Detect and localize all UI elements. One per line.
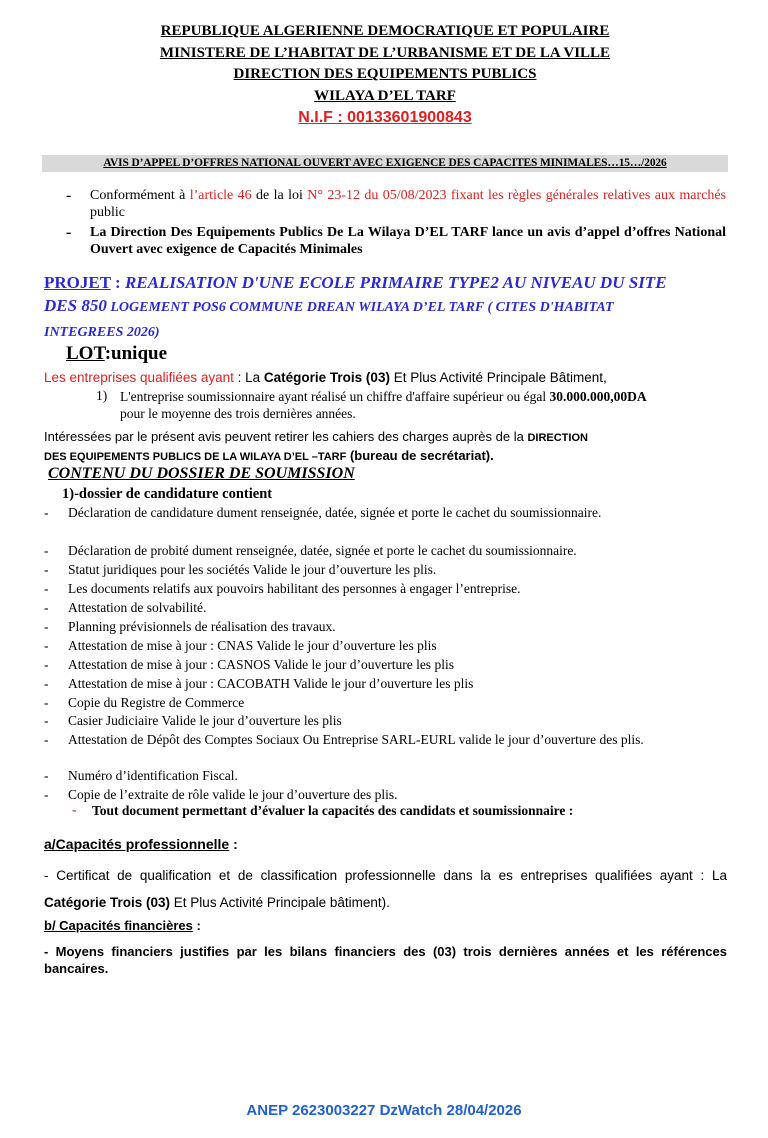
avis-title-bar: AVIS D’APPEL D’OFFRES NATIONAL OUVERT AVEC EXIGENCE DES CAPACITES MINIMALES…15…/2026 [42,155,728,172]
intro-bullet-1: Conformément à l’article 46 de la loi N° 23-12 du 05/08/2023 fixant les règles générales relatives aux marchés public [90,188,726,220]
document-page: REPUBLIQUE ALGERIENNE DEMOCRATIQUE ET POPULAIRE MINISTERE DE L’HABITAT DE L’URBANISME ET DE LA VILLE DIRECTION DES EQUIPEMENTS PUBLICS WILAYA D’EL TARF N.I.F : 00133601900843 AVIS D’APPEL D’OFFRES NATIONAL OUVERT AVEC EXIGENCE DES CAPACITES MINIMALES…15…/2026 - Conformément à l’article 46 de la loi N° 23-12 du 05/08/2023 fixant les règles générales relatives aux marchés public - La Direction Des Equipements Publics De La Wilaya D’EL TARF lance un avis d’appel d’offres National Ouvert avec exigence de Capacités Minimales PROJET : REALISATION D'UNE ECOLE PRIMAIRE TYPE2 AU NIVEAU DU SITE DES 850 LOGEMENT POS6 COMMUNE DREAN WILAYA D’EL TARF ( CITES D'HABITAT INTEGREES 2026) LOT:unique Les entreprises qualifiées ayant : La Catégorie Trois (03) Et Plus Activité Principale Bâtiment, 1) L'entreprise soumissionnaire ayant réalisé un chiffre d'affaire supérieur ou égal 30.000.000,00DA pour le moyenne des trois dernières années. Intéressées par le présent avis peuvent retirer les cahiers des charges auprès de la DIRECTION DES EQUIPEMENTS PUBLICS DE LA WILAYA D’EL –TARF (bureau de secrétariat). CONTENU DU DOSSIER DE SOUMISSION 1)-dossier de candidature contient - Déclaration de candidature dument renseignée, datée, signée et porte le cachet du soumissionnaire. - Déclaration de probité dument renseignée, datée, signée et porte le cachet du soumissionnaire. - Statut juridiques pour les sociétés Valide le jour d’ouverture les plis. - Les documents relatifs aux pouvoirs habilitant des personnes à engager l’entreprise. - Attestation de solvabilité. - Planning prévisionnels de réalisation des travaux. - Attestation de mise à jour : CNAS Valide le jour d’ouverture les plis - Attestation de mise à jour : CASNOS Valide le jour d’ouverture les plis - Attestation de mise à jour : CACOBATH Valide le jour d’ouverture les plis - Copie du Registre de Commerce - Casier Judiciaire Valide le jour d’ouverture les plis - Attestation de Dépôt des Comptes Sociaux Ou Entreprise SARL-EURL valide le jour d’ouverture des plis. - Numéro d’identification Fiscal. - Copie de l’extraite de rôle valide le jour d’ouverture des plis. - Tout document permettant d’évaluer la capacités des candidats et soumissionnaire : a/Capacités professionnelle : - Certificat de qualification et de classification professionnelle dans la es entreprises qualifiées ayant : La Catégorie Trois (03) Et Plus Activité Principale bâtiment). b/ Capacités financières : - Moyens financiers justifies par les bilans financiers des (03) trois dernières années et les références bancaires. ANEP 2623003227 DzWatch 28/04/2026 [0,0,768,1138]
lot-label: LOT:unique [66,343,168,364]
tout-document-line: Tout document permettant d’évaluer la capacités des candidats et soumissionnaire : [92,803,574,818]
header-line-wilaya: WILAYA D’EL TARF [314,88,456,104]
bullet-dash: - [66,187,72,204]
contenu-title: CONTENU DU DOSSIER DE SOUMISSION [48,465,355,482]
list-item: - Attestation de Dépôt des Comptes Sociaux Ou Entreprise SARL-EURL valide le jour d’ouverture des plis. [44,732,644,747]
qualif-item-number: 1) [96,388,108,403]
header-line-direction: DIRECTION DES EQUIPEMENTS PUBLICS [233,66,537,82]
footer-reference: ANEP 2623003227 DzWatch 28/04/2026 [246,1102,522,1119]
cap-fin-text: - Moyens financiers justifies par les bilans financiers des (03) trois dernières années et les références bancaires. [44,944,727,976]
bullet-dash: - [72,803,77,818]
intro-bullet-2: La Direction Des Equipements Publics De La Wilaya D’EL TARF lance un avis d’appel d’offres National Ouvert avec exigence de Capacités Minimales [90,225,726,257]
qualif-line: Les entreprises qualifiées ayant : La Catégorie Trois (03) Et Plus Activité Principale Bâtiment, [44,370,607,385]
header-line-ministere: MINISTERE DE L’HABITAT DE L’URBANISME ET DE LA VILLE [159,45,611,61]
header-line-republique: REPUBLIQUE ALGERIENNE DEMOCRATIQUE ET POPULAIRE [160,23,610,39]
list-item: - Déclaration de candidature dument renseignée, datée, signée et porte le cachet du soumissionnaire. [44,505,602,520]
bullet-dash: - [66,224,72,241]
header-nif: N.I.F : 00133601900843 [298,109,472,126]
projet-block: PROJET : REALISATION D'UNE ECOLE PRIMAIRE TYPE2 AU NIVEAU DU SITE DES 850 LOGEMENT POS6 COMMUNE DREAN WILAYA D’EL TARF ( CITES D'HABITAT INTEGREES 2026) [44,273,667,340]
qualif-item-1: L'entreprise soumissionnaire ayant réalisé un chiffre d'affaire supérieur ou égal 30.000.000,00DA pour le moyenne des trois dernières années. [120,389,647,421]
dossier-title: 1)-dossier de candidature contient [62,486,273,502]
cap-pro-text: - Certificat de qualification et de classification professionnelle dans la es entreprises qualifiées ayant : La Catégorie Trois (03) Et Plus Activité Principale bâtiment). [44,868,727,910]
cap-pro-title: a/Capacités professionnelle : [44,836,238,852]
retrait-paragraph: Intéressées par le présent avis peuvent retirer les cahiers des charges auprès de la DIRECTION DES EQUIPEMENTS PUBLICS DE LA WILAYA D’EL –TARF (bureau de secrétariat). [44,429,588,463]
cap-fin-title: b/ Capacités financières : [44,918,201,933]
